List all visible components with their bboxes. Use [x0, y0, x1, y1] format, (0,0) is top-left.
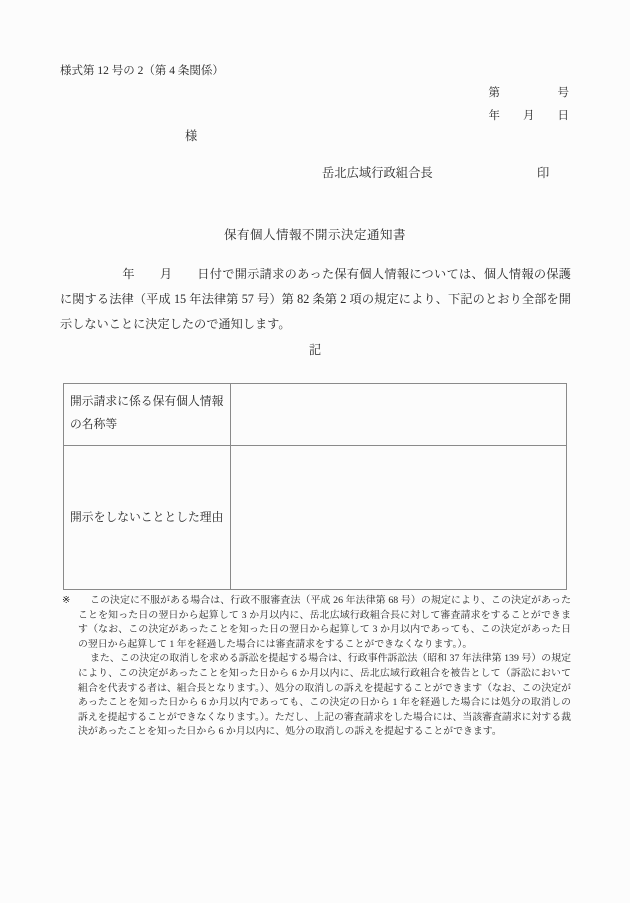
- notice-body-text: 年 月 日付で開示請求のあった保有個人情報については、個人情報の保護に関する法律（平成 15 年法律第 57 号）第 82 条第 2 項の規定により、下記のとおり全部を開示しないことに決定したので通知します。: [60, 267, 571, 331]
- seal-placeholder: 印: [537, 166, 550, 180]
- note-paragraph-administrative-appeal: この決定に不服がある場合は、行政不服審査法（平成 26 年法律第 68 号）の規定により、この決定があったことを知った日の翌日から起算して 3 か月以内に、岳北広域行政組合長に対して審査請求をすることができます（なお、この決定があったことを知った日の翌日から起算して 3 か月以内であっても、この決定があった日の翌日から起算して 1 年を経過した場合には審査請求をすることができなくなります。）。: [78, 595, 571, 650]
- document-title: 保有個人情報不開示決定通知書: [223, 228, 406, 242]
- disclosure-decision-table: [63, 383, 567, 590]
- document-number-blank: 第 号: [488, 87, 569, 99]
- table-row: [64, 384, 567, 446]
- non-disclosure-reason-label: 開示をしないこととした理由: [64, 446, 231, 590]
- form-number: 様式第 12 号の 2（第 4 条関係）: [60, 65, 224, 77]
- non-disclosure-reason-value-cell: [231, 446, 567, 590]
- requested-information-name-value-cell: [231, 384, 567, 446]
- table-row: [64, 446, 567, 590]
- requested-information-name-label: 開示請求に係る保有個人情報の名称等: [64, 384, 231, 446]
- addressee-honorific: 様: [185, 129, 198, 143]
- sender-title: 岳北広域行政組合長: [322, 166, 433, 180]
- issue-date-blank: 年 月 日: [488, 110, 569, 122]
- record-heading: 記: [308, 343, 322, 357]
- note-marker: ※: [62, 595, 71, 606]
- note-body: [78, 594, 571, 740]
- appeal-rights-note: [62, 594, 571, 740]
- note-paragraph-revocation-lawsuit: また、この決定の取消しを求める訴訟を提起する場合は、行政事件訴訟法（昭和 37 年法律第 139 号）の規定により、この決定があったことを知った日から 6 か月以内に、岳北広域行政組合を被告として（訴訟において組合を代表する者は、組合長となります。）、処分の取消しの訴えを提起することができます（なお、この決定があったことを知った日から 6 か月以内であっても、この決定の日から 1 年を経過した場合には処分の取消しの訴えを提起することができなくなります。）。ただし、上記の審査請求をした場合には、当該審査請求に対する裁決があったことを知った日から 6 か月以内に、処分の取消しの訴えを提起することができます。: [78, 653, 571, 738]
